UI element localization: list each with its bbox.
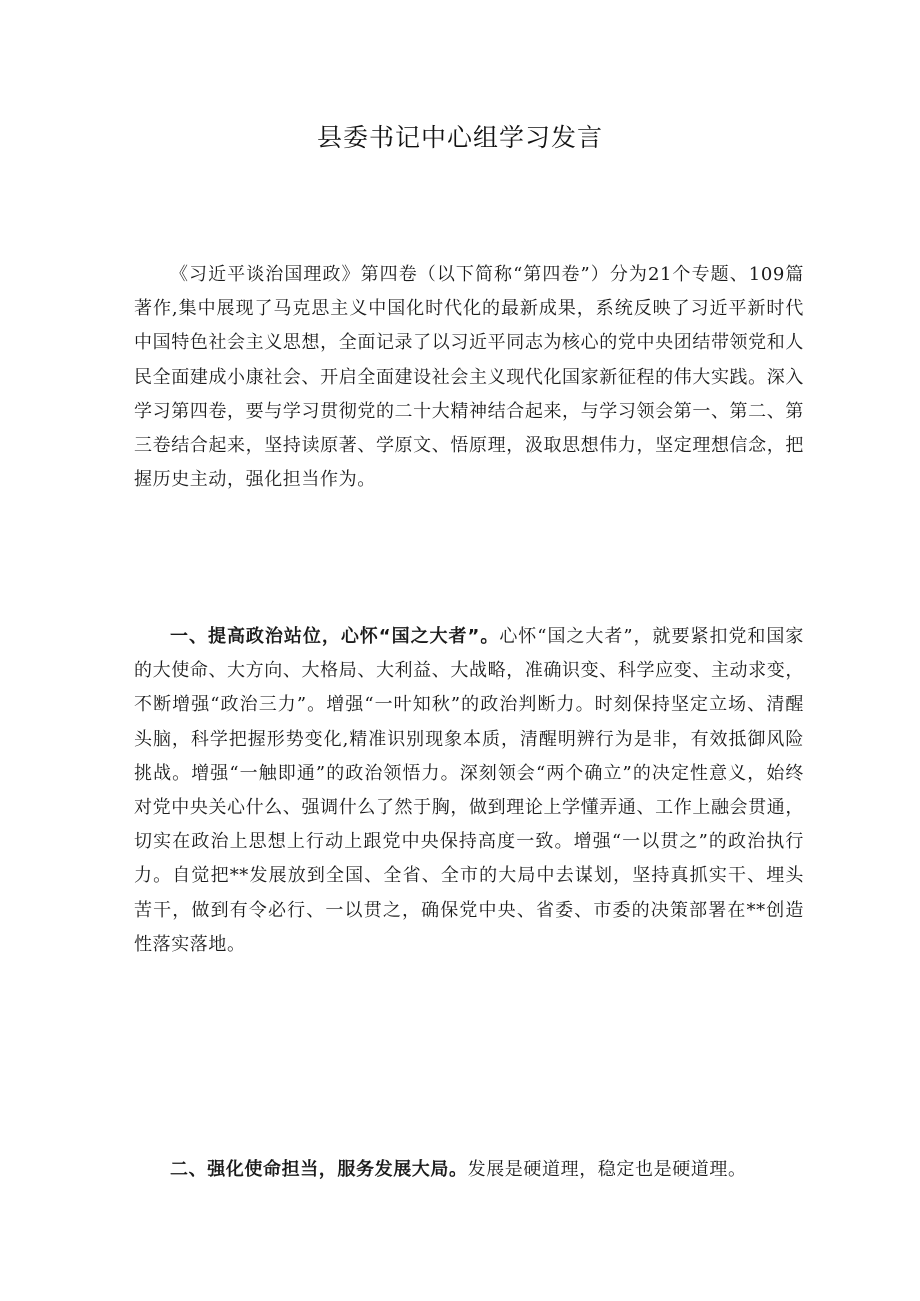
document-title: 县委书记中心组学习发言 <box>316 123 603 152</box>
paragraph-intro <box>134 258 804 497</box>
paragraph-section-one <box>134 620 804 962</box>
paragraph-section-two <box>134 1153 804 1187</box>
paragraph-intro-text: 《习近平谈治国理政》第四卷（以下简称“第四卷”）分为21个专题、109篇著作,集中展现了马克思主义中国化时代化的最新成果，系统反映了习近平新时代中国特色社会主义思想，全面记录了以习近平同志为核心的党中央团结带领党和人民全面建成小康社会、开启全面建设社会主义现代化国家新征程的伟大实践。深入学习第四卷，要与学习贯彻党的二十大精神结合起来，与学习领会第一、第二、第三卷结合起来，坚持读原著、学原文、悟原理，汲取思想伟力，坚定理想信念，把握历史主动，强化担当作为。 <box>134 264 804 491</box>
section-one-text: 心怀“国之大者”，就要紧扣党和国家的大使命、大方向、大格局、大利益、大战略，准确识变、科学应变、主动求变，不断增强“政治三力”。增强“一叶知秋”的政治判断力。时刻保持坚定立场、清醒头脑，科学把握形势变化,精准识别现象本质，清醒明辨行为是非，有效抵御风险挑战。增强“一触即通”的政治领悟力。深刻领会“两个确立”的决定性意义，始终对党中央关心什么、强调什么了然于胸，做到理论上学懂弄通、工作上融会贯通，切实在政治上思想上行动上跟党中央保持高度一致。增强“一以贯之”的政治执行力。自觉把**发展放到全国、全省、全市的大局中去谋划，坚持真抓实干、埋头苦干，做到有令必行、一以贯之，确保党中央、省委、市委的决策部署在**创造性落实落地。 <box>134 626 804 955</box>
section-two-heading: 二、强化使命担当，服务发展大局。 <box>170 1159 468 1180</box>
section-two-text: 发展是硬道理，稳定也是硬道理。 <box>467 1159 747 1180</box>
section-one-heading: 一、提高政治站位，心怀“国之大者”。 <box>170 626 500 647</box>
